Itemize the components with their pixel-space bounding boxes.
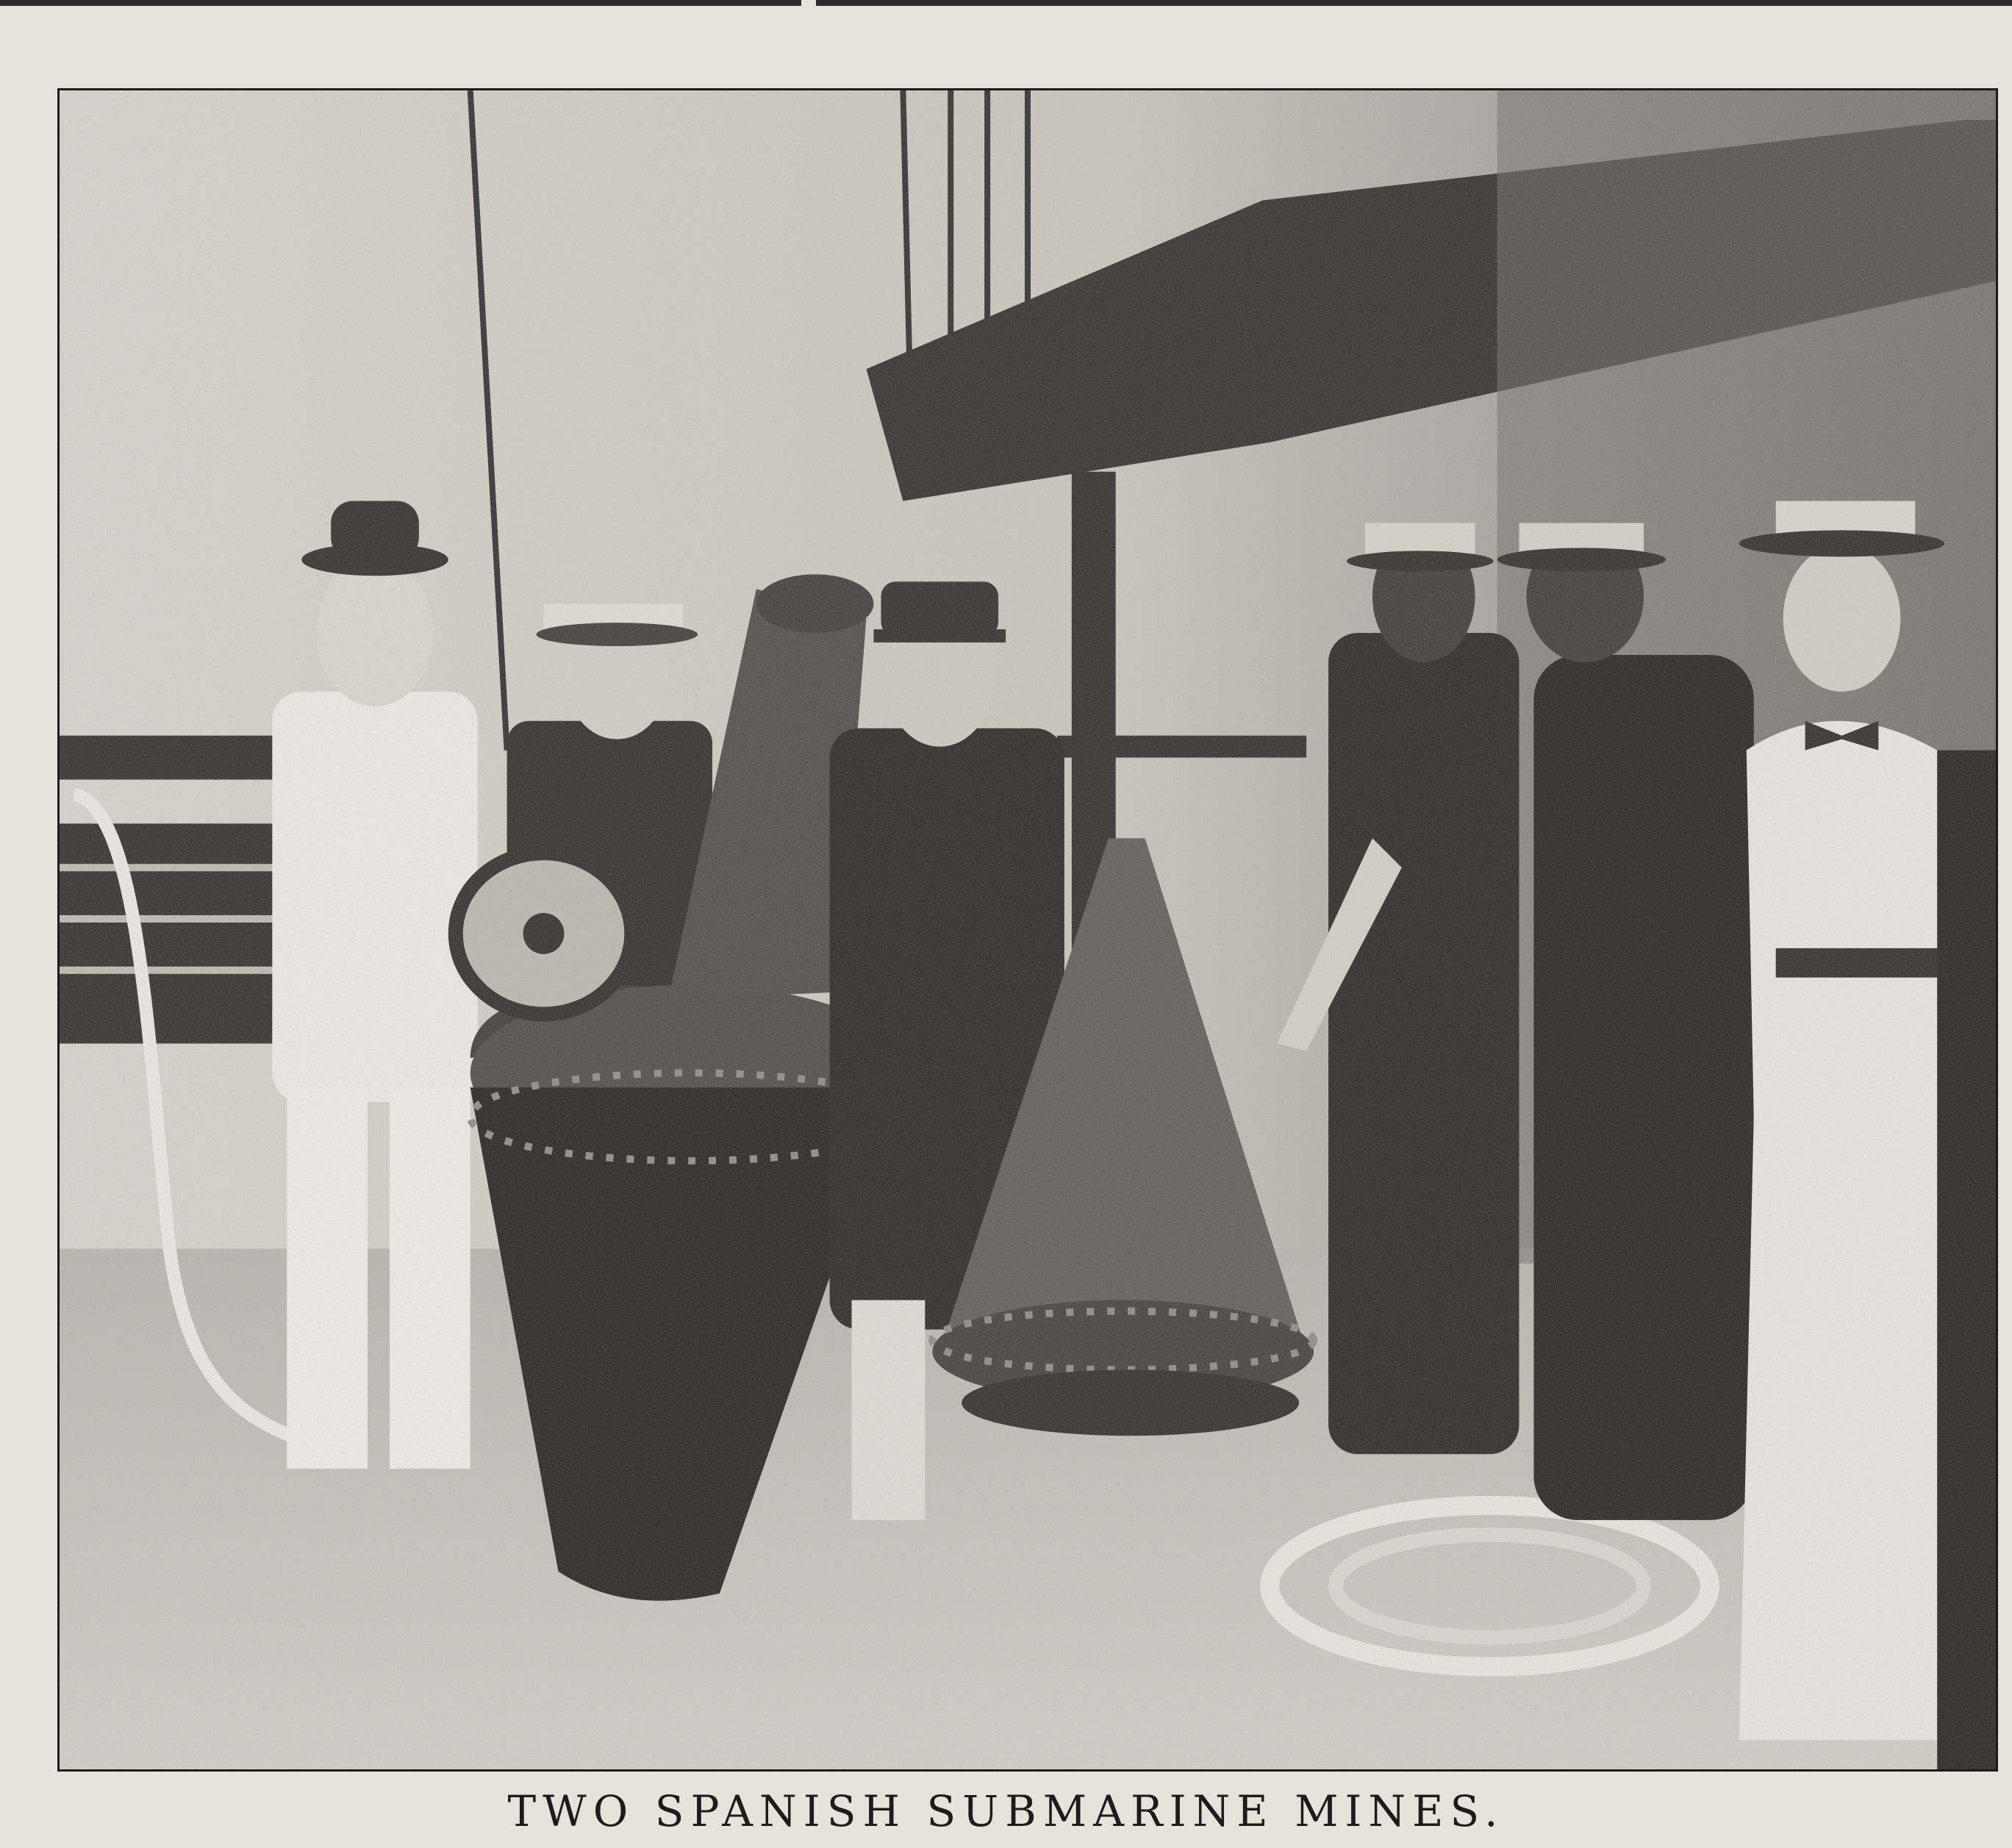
top-rule-right bbox=[816, 0, 2012, 6]
halftone-photograph bbox=[57, 88, 1998, 1772]
photo-caption: TWO SPANISH SUBMARINE MINES. bbox=[507, 1786, 1505, 1836]
photo-illustration bbox=[60, 90, 1996, 1769]
halftone-grain bbox=[60, 90, 1996, 1769]
top-rule-left bbox=[0, 0, 801, 6]
